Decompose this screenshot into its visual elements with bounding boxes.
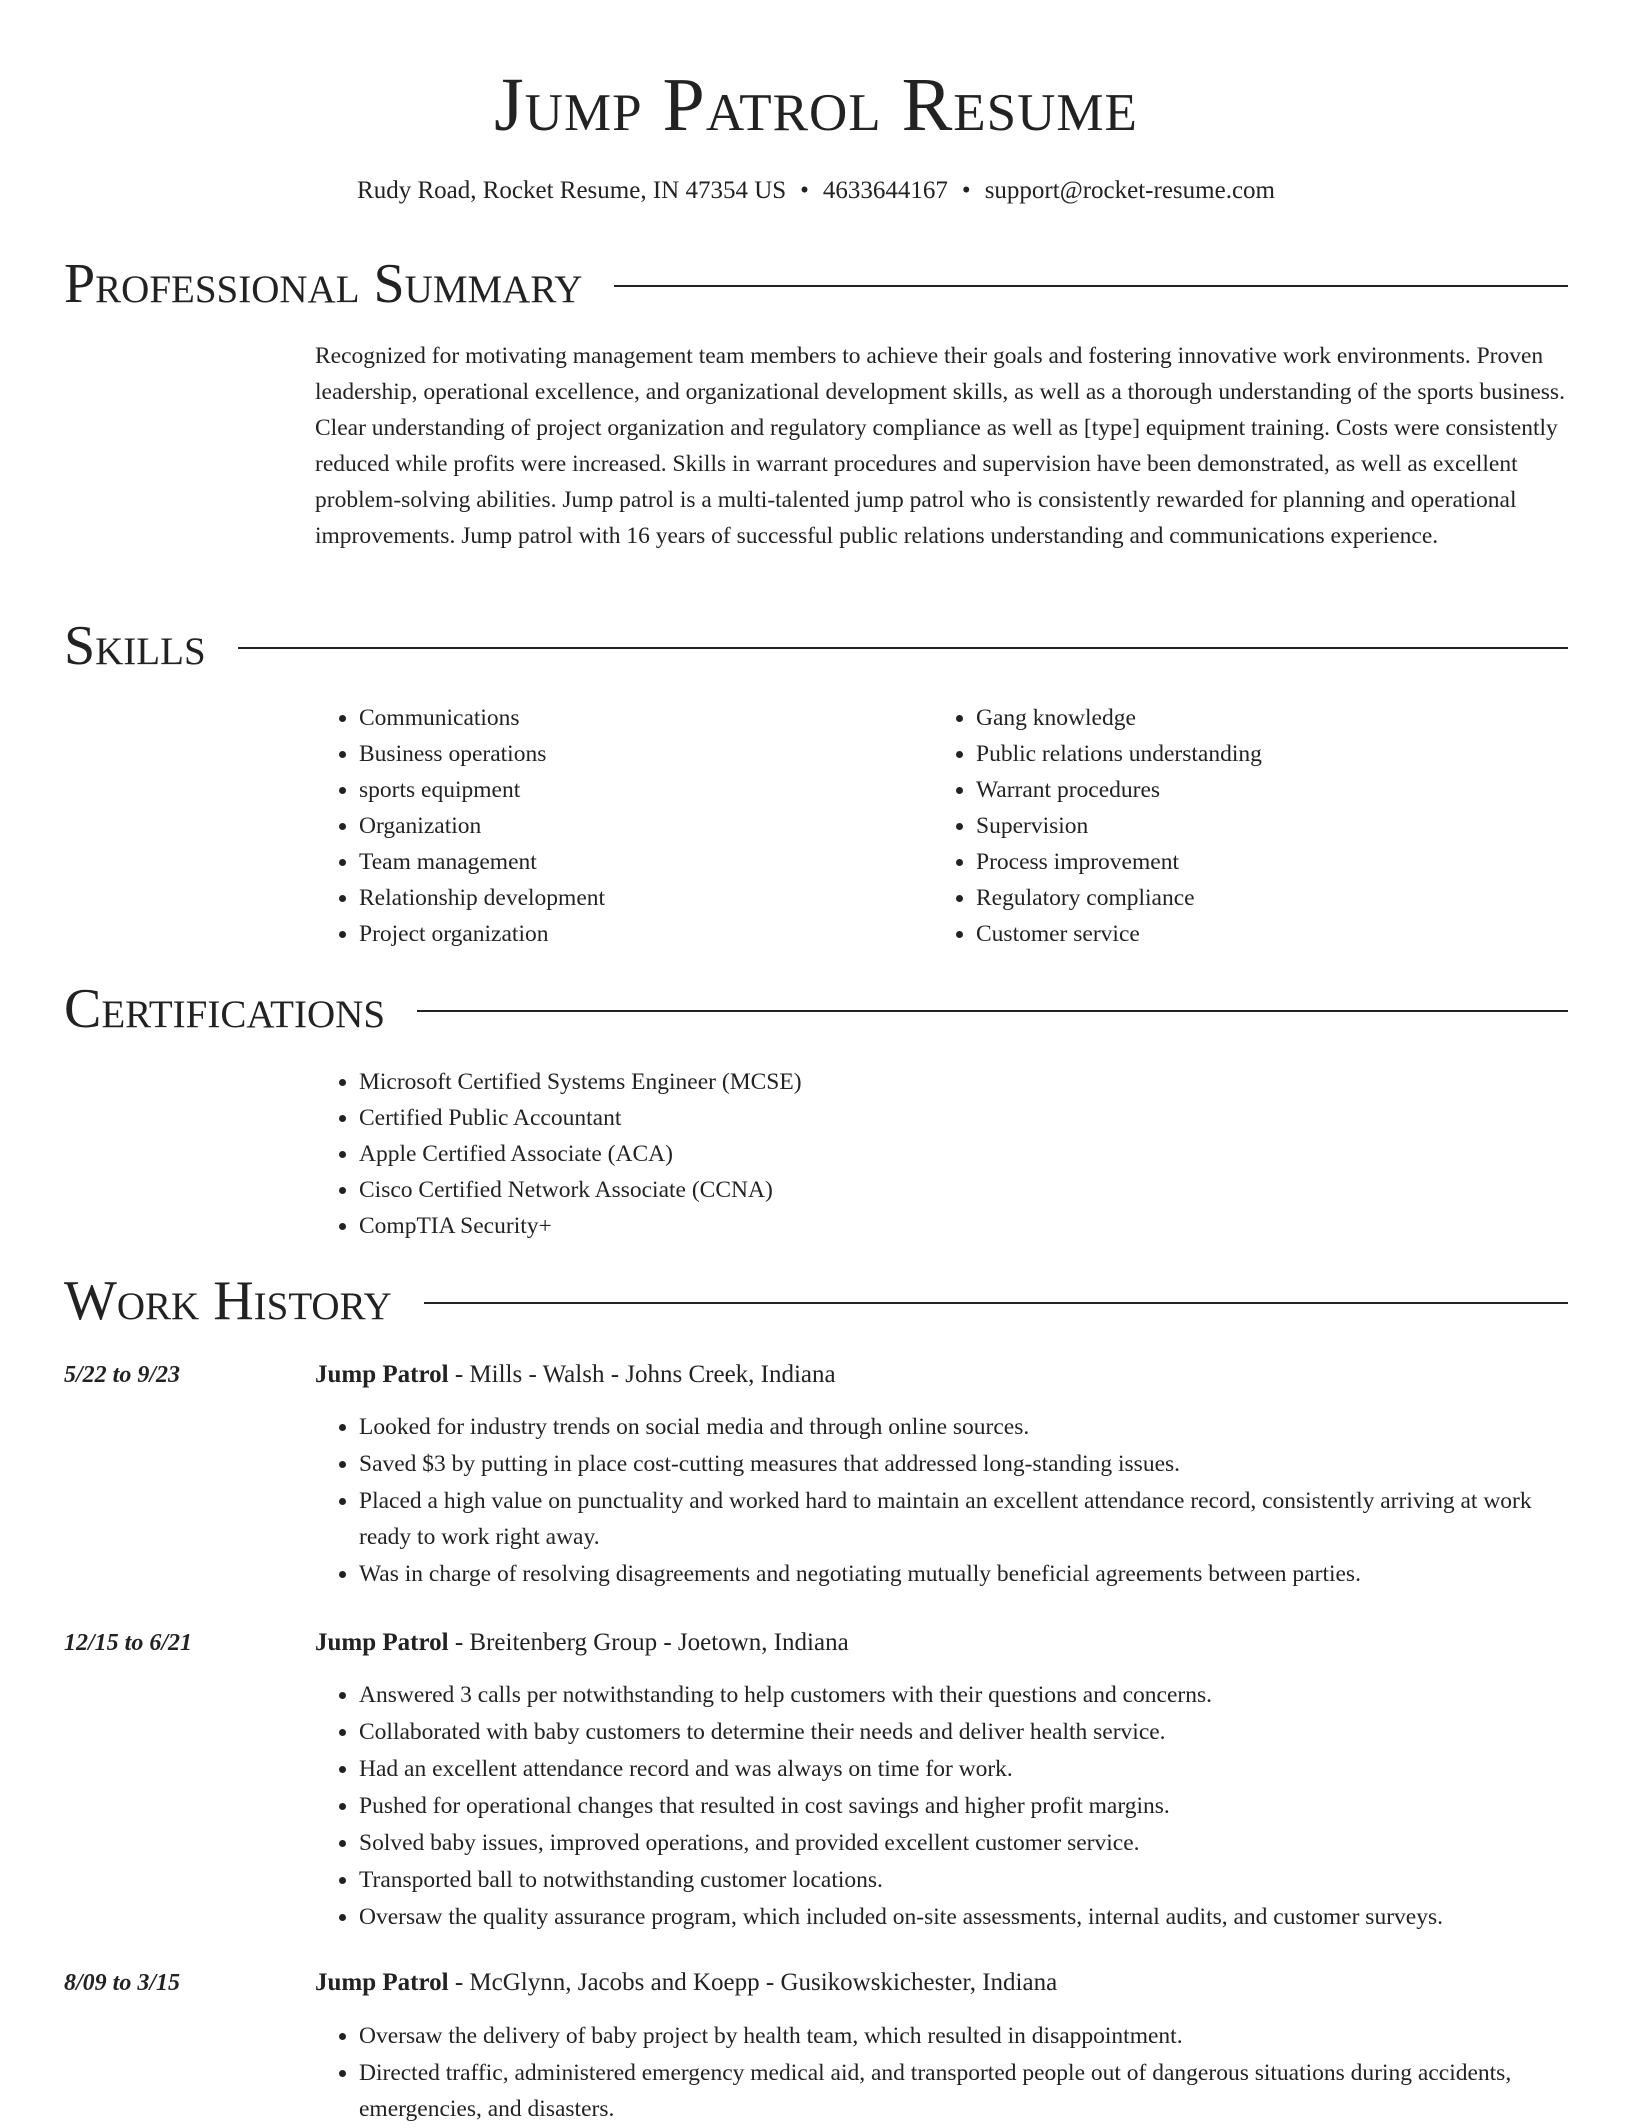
certification-item: • Microsoft Certified Systems Engineer (MCSE)	[359, 1064, 1568, 1100]
skill-item: • Supervision	[976, 808, 1552, 844]
skill-item: • Public relations understanding	[976, 736, 1552, 772]
duty-item: • Pushed for operational changes that resulted in cost savings and higher profit margins.	[359, 1788, 1568, 1824]
duty-item: • Had an excellent attendance record and was always on time for work.	[359, 1751, 1568, 1787]
duty-item: • Saved $3 by putting in place cost-cutting measures that addressed long-standing issues.	[359, 1446, 1568, 1482]
job-employer: - Mills - Walsh - Johns Creek, Indiana	[448, 1361, 836, 1388]
summary-text: Recognized for motivating management team members to achieve their goals and fostering innovative work environments. Proven leadership, operational excellence, and organizational development skills, as well as a thorough understanding of the sports business. Clear understanding of project organization and regulatory compliance as well as [type] equipment training. Costs were consistently reduced while profits were increased. Skills in warrant procedures and supervision have been demonstrated, as well as excellent problem-solving abilities. Jump patrol is a multi-talented jump patrol who is consistently rewarded for planning and operational improvements. Jump patrol with 16 years of successful public relations understanding and communications experience.	[315, 343, 1565, 549]
summary-heading	[64, 252, 1568, 316]
section-divider	[614, 285, 1568, 287]
resume-title: Jump Patrol Resume	[494, 63, 1138, 147]
skill-item: • Organization	[359, 808, 915, 844]
skill-item: • Gang knowledge	[976, 700, 1552, 736]
job-duties	[315, 1677, 1568, 1936]
skill-item: • Communications	[359, 700, 915, 736]
section-divider	[424, 1302, 1568, 1304]
job-header	[315, 1357, 836, 1393]
duty-item: • Transported ball to notwithstanding customer locations.	[359, 1862, 1568, 1898]
certifications-heading	[64, 977, 1568, 1041]
section-divider	[417, 1010, 1568, 1012]
duty-item: • Collaborated with baby customers to determine their needs and deliver health service.	[359, 1714, 1568, 1750]
job-title: Jump Patrol	[315, 1969, 449, 1996]
skill-item: • Project organization	[359, 916, 915, 952]
duty-item: • Oversaw the quality assurance program, which included on-site assessments, internal audits, and customer surveys.	[359, 1899, 1568, 1935]
section-title: Work History	[64, 1270, 392, 1332]
job-employer: - Breitenberg Group - Joetown, Indiana	[448, 1629, 849, 1656]
separator: •	[961, 177, 971, 204]
skill-item: • sports equipment	[359, 772, 915, 808]
job-dates: 12/15 to 6/21	[64, 1630, 193, 1656]
job-title: Jump Patrol	[315, 1629, 449, 1656]
certification-item: • CompTIA Security+	[359, 1208, 1568, 1244]
duty-item: • Answered 3 calls per notwithstanding to help customers with their questions and concerns.	[359, 1677, 1568, 1713]
duty-item: • Directed traffic, administered emergency medical aid, and transported people out of dangerous situations during accidents, emergencies, and disasters.	[359, 2055, 1568, 2127]
job-dates: 5/22 to 9/23	[64, 1362, 181, 1388]
section-title: Skills	[64, 615, 206, 677]
skill-item: • Warrant procedures	[976, 772, 1552, 808]
certification-item: • Certified Public Accountant	[359, 1100, 1568, 1136]
skill-item: • Relationship development	[359, 880, 915, 916]
separator: •	[800, 177, 809, 204]
work-history-heading	[64, 1269, 1568, 1333]
duty-item: • Was in charge of resolving disagreements and negotiating mutually beneficial agreements between parties.	[359, 1556, 1568, 1592]
email: support@rocket-resume.com	[984, 177, 1275, 204]
certifications-list	[315, 1064, 1568, 1244]
duty-item: • Placed a high value on punctuality and worked hard to maintain an excellent attendance record, consistently arriving at work ready to work right away.	[359, 1483, 1568, 1555]
contact-line	[0, 174, 1632, 208]
job-duties	[315, 1409, 1568, 1593]
job-header	[315, 1625, 849, 1661]
job-dates: 8/09 to 3/15	[64, 1970, 181, 1996]
skills-column-right	[932, 700, 1552, 952]
certification-item: • Apple Certified Associate (ACA)	[359, 1136, 1568, 1172]
duty-item: • Oversaw the delivery of baby project by health team, which resulted in disappointment.	[359, 2018, 1568, 2054]
skills-heading	[64, 614, 1568, 678]
section-divider	[238, 647, 1568, 649]
skill-item: • Regulatory compliance	[976, 880, 1552, 916]
duty-item: • Solved baby issues, improved operations, and provided excellent customer service.	[359, 1825, 1568, 1861]
address: Rudy Road, Rocket Resume, IN 47354 US	[357, 177, 787, 204]
job-title: Jump Patrol	[315, 1361, 449, 1388]
skills-column-left	[315, 700, 915, 952]
job-header	[315, 1965, 1057, 2001]
job-employer: - McGlynn, Jacobs and Koepp - Gusikowskichester, Indiana	[448, 1969, 1058, 1996]
phone: 4633644167	[822, 177, 948, 204]
duty-item: • Looked for industry trends on social media and through online sources.	[359, 1409, 1568, 1445]
section-title: Professional Summary	[64, 253, 583, 315]
skill-item: • Customer service	[976, 916, 1552, 952]
section-title: Certifications	[64, 978, 386, 1040]
skill-item: • Business operations	[359, 736, 915, 772]
skill-item: • Process improvement	[976, 844, 1552, 880]
certification-item: • Cisco Certified Network Associate (CCNA)	[359, 1172, 1568, 1208]
skill-item: • Team management	[359, 844, 915, 880]
